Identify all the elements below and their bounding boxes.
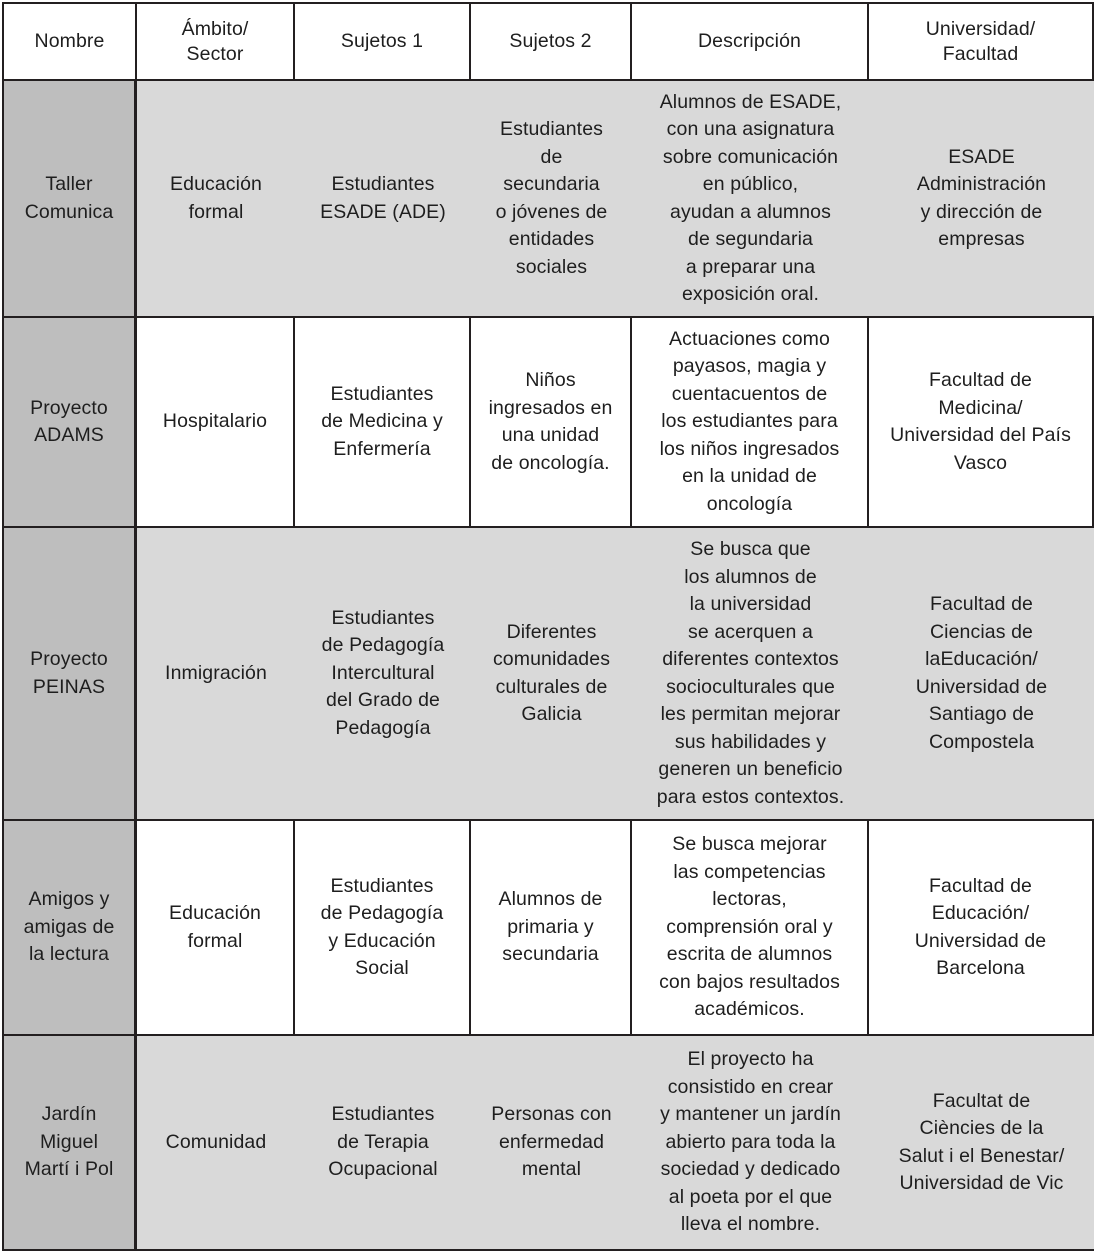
cell-line: Ciencias de <box>930 620 1033 643</box>
cell-line: de segundaria <box>688 228 813 250</box>
cell-ambito-sector <box>137 81 295 316</box>
cell-line: Social <box>355 957 409 979</box>
cell-line: secundaria <box>503 173 600 195</box>
cell-line: comunidades <box>492 648 611 670</box>
cell-line: sus habilidades y <box>674 730 827 753</box>
cell-line: ESADE <box>948 145 1015 168</box>
cell-line: sobre comunicación <box>662 145 839 168</box>
cell-line: Alumnos de ESADE, <box>659 90 842 113</box>
table-row <box>2 318 1094 528</box>
cell-sujetos-2 <box>471 81 632 316</box>
cell-line: Educación/ <box>931 902 1030 924</box>
cell-line: de Terapia <box>337 1130 429 1153</box>
cell-line: Vasco <box>953 451 1008 474</box>
cell-line: laEducación/ <box>925 648 1038 670</box>
cell-line: PEINAS <box>32 675 106 698</box>
cell-line: Jardín <box>41 1103 97 1126</box>
cell-line: empresas <box>938 228 1025 250</box>
header-nombre <box>2 4 137 79</box>
cell-line: para estos contextos. <box>656 785 845 808</box>
cell-line: Estudiantes <box>330 874 434 897</box>
cell-line: de <box>540 145 563 168</box>
cell-line: Ocupacional <box>328 1158 438 1181</box>
header-line: Facultad <box>942 42 1019 65</box>
table-row <box>2 528 1094 821</box>
cell-line: del Grado de <box>326 689 440 712</box>
cell-line: Administración <box>916 173 1047 195</box>
cell-line: comprensión oral y <box>666 915 833 938</box>
cell-line: a preparar una <box>685 255 816 278</box>
cell-sujetos-2 <box>471 821 632 1034</box>
cell-ambito-sector <box>137 528 295 819</box>
cell-ambito-sector <box>137 1036 295 1249</box>
header-line: Sujetos 2 <box>509 30 592 52</box>
cell-line: sociales <box>515 255 588 278</box>
cell-line: Facultad de <box>930 593 1033 615</box>
cell-line: entidades <box>508 228 595 250</box>
cell-line: Barcelona <box>936 957 1025 979</box>
cell-sujetos-1 <box>295 528 471 819</box>
cell-line: sociedad y dedicado <box>660 1158 841 1181</box>
cell-line: lleva el nombre. <box>680 1213 821 1236</box>
cell-line: diferentes contextos <box>662 648 839 670</box>
cell-line: payasos, magia y <box>672 355 827 378</box>
cell-line: de Pedagogía <box>321 634 445 657</box>
cell-line: Facultat de <box>932 1089 1031 1112</box>
cell-nombre <box>2 1036 137 1249</box>
cell-line: las competencias <box>673 860 826 883</box>
cell-line: Universidad del País <box>890 424 1071 446</box>
cell-line: Enfermería <box>333 437 431 460</box>
cell-nombre <box>2 81 137 316</box>
cell-line: El proyecto ha <box>687 1048 814 1071</box>
cell-nombre <box>2 318 137 526</box>
cell-line: los alumnos de <box>684 565 817 588</box>
cell-line: académicos. <box>694 998 805 1021</box>
cell-line: y mantener un jardín <box>660 1103 841 1126</box>
header-line: Sector <box>186 42 244 65</box>
cell-line: Facultad de <box>929 874 1032 897</box>
cell-line: de Pedagogía <box>320 902 444 924</box>
cell-line: Se busca mejorar <box>672 833 827 856</box>
cell-line: Diferentes <box>506 620 597 643</box>
cell-line: Se busca que <box>690 538 811 560</box>
cell-line: Ciències de la <box>919 1117 1044 1139</box>
cell-line: Estudiantes <box>500 118 603 140</box>
table-body <box>2 81 1094 1251</box>
header-descripcion <box>632 4 869 79</box>
cell-line: exposición oral. <box>681 283 820 305</box>
cell-ambito-sector <box>137 318 295 526</box>
cell-line: amigas de <box>23 915 115 938</box>
cell-line: Santiago de <box>928 703 1035 725</box>
cell-line: Universidad de <box>915 675 1048 698</box>
cell-line: consistido en crear <box>667 1075 834 1098</box>
cell-line: Alumnos de <box>498 888 603 911</box>
cell-sujetos-1 <box>295 318 471 526</box>
cell-line: abierto para toda la <box>665 1130 836 1153</box>
cell-line: oncología <box>706 492 793 515</box>
cell-line: Hospitalario <box>162 410 268 433</box>
cell-line: Galicia <box>521 703 582 725</box>
cell-line: ayudan a alumnos <box>670 200 831 223</box>
cell-line: Inmigración <box>165 661 267 684</box>
cell-nombre <box>2 821 137 1034</box>
cell-descripcion <box>632 318 869 526</box>
cell-line: con una asignatura <box>666 118 835 140</box>
cell-universidad-facultad <box>869 81 1094 316</box>
cell-line: Comunidad <box>165 1130 267 1153</box>
cell-sujetos-2 <box>471 1036 632 1249</box>
cell-line: Amigos y <box>28 888 110 911</box>
header-line: Descripción <box>698 30 801 52</box>
cell-line: Estudiantes <box>331 606 435 629</box>
header-sujetos-2 <box>471 4 632 79</box>
cell-sujetos-2 <box>471 528 632 819</box>
cell-line: los niños ingresados <box>659 437 840 460</box>
projects-table <box>2 2 1094 1251</box>
cell-line: Actuaciones como <box>669 327 830 350</box>
cell-line: Facultad de <box>929 369 1032 391</box>
cell-line: ingresados en <box>488 396 613 419</box>
header-line: Sujetos 1 <box>340 30 424 52</box>
cell-line: lectoras, <box>712 888 787 911</box>
cell-line: con bajos resultados <box>659 970 840 993</box>
cell-line: Taller <box>45 173 93 195</box>
cell-line: y dirección de <box>920 200 1043 223</box>
cell-line: y Educación <box>328 929 436 952</box>
cell-line: Universidad de <box>914 929 1047 952</box>
header-ambito-sector <box>137 4 295 79</box>
cell-line: una unidad <box>501 424 600 446</box>
cell-line: Medicina/ <box>938 396 1023 419</box>
cell-descripcion <box>632 528 869 819</box>
cell-line: la universidad <box>689 593 812 615</box>
cell-line: les permitan mejorar <box>660 703 841 725</box>
cell-line: Personas con <box>491 1103 612 1126</box>
header-line: Ámbito/ <box>181 17 249 40</box>
cell-line: formal <box>188 200 244 223</box>
cell-line: los estudiantes para <box>661 410 838 433</box>
cell-line: escrita de alumnos <box>666 943 833 966</box>
cell-descripcion <box>632 81 869 316</box>
cell-line: en la unidad de <box>682 465 817 488</box>
cell-line: Estudiantes <box>331 1103 435 1126</box>
cell-line: cuentacuentos de <box>671 382 828 405</box>
table-row <box>2 1036 1094 1251</box>
cell-line: enfermedad <box>498 1130 605 1153</box>
cell-line: Educación <box>169 902 261 924</box>
table-header-row <box>2 2 1094 81</box>
header-line: Universidad/ <box>925 17 1036 40</box>
cell-line: culturales de <box>495 675 608 698</box>
cell-sujetos-1 <box>295 821 471 1034</box>
cell-line: ADAMS <box>34 424 104 446</box>
cell-line: ESADE (ADE) <box>320 200 446 223</box>
cell-line: Salut i el Benestar/ <box>898 1144 1065 1167</box>
header-line: Nombre <box>34 30 105 52</box>
header-universidad-facultad <box>869 4 1094 79</box>
cell-sujetos-1 <box>295 1036 471 1249</box>
cell-line: primaria y <box>507 915 594 938</box>
cell-line: mental <box>521 1158 582 1181</box>
cell-line: Compostela <box>928 730 1035 753</box>
cell-line: Miguel <box>39 1130 99 1153</box>
cell-line: Niños <box>525 369 576 391</box>
cell-line: Estudiantes <box>331 173 435 195</box>
cell-line: al poeta por el que <box>668 1185 833 1208</box>
cell-line: Intercultural <box>331 661 435 684</box>
cell-descripcion <box>632 1036 869 1249</box>
table-row <box>2 821 1094 1036</box>
cell-line: socioculturales que <box>666 675 835 698</box>
cell-line: secundaria <box>502 943 599 966</box>
cell-line: Martí i Pol <box>24 1158 114 1181</box>
table-row <box>2 81 1094 318</box>
cell-line: de Medicina y <box>321 410 443 433</box>
cell-line: generen un beneficio <box>658 758 843 780</box>
cell-line: de oncología. <box>491 451 610 474</box>
cell-line: en público, <box>702 173 799 195</box>
cell-line: Pedagogía <box>335 716 431 739</box>
cell-sujetos-2 <box>471 318 632 526</box>
cell-line: la lectura <box>28 943 110 966</box>
cell-universidad-facultad <box>869 1036 1094 1249</box>
header-sujetos-1 <box>295 4 471 79</box>
cell-line: Estudiantes <box>330 382 434 405</box>
cell-line: Comunica <box>24 200 114 223</box>
cell-line: o jóvenes de <box>495 200 608 223</box>
cell-line: Universidad de Vic <box>899 1172 1064 1194</box>
cell-sujetos-1 <box>295 81 471 316</box>
cell-line: Educación <box>170 173 262 195</box>
cell-line: formal <box>187 929 243 952</box>
cell-ambito-sector <box>137 821 295 1034</box>
cell-line: Proyecto <box>30 396 108 419</box>
cell-universidad-facultad <box>869 821 1094 1034</box>
cell-line: Proyecto <box>30 648 108 670</box>
cell-descripcion <box>632 821 869 1034</box>
cell-universidad-facultad <box>869 318 1094 526</box>
cell-nombre <box>2 528 137 819</box>
cell-line: se acerquen a <box>688 620 813 643</box>
cell-universidad-facultad <box>869 528 1094 819</box>
